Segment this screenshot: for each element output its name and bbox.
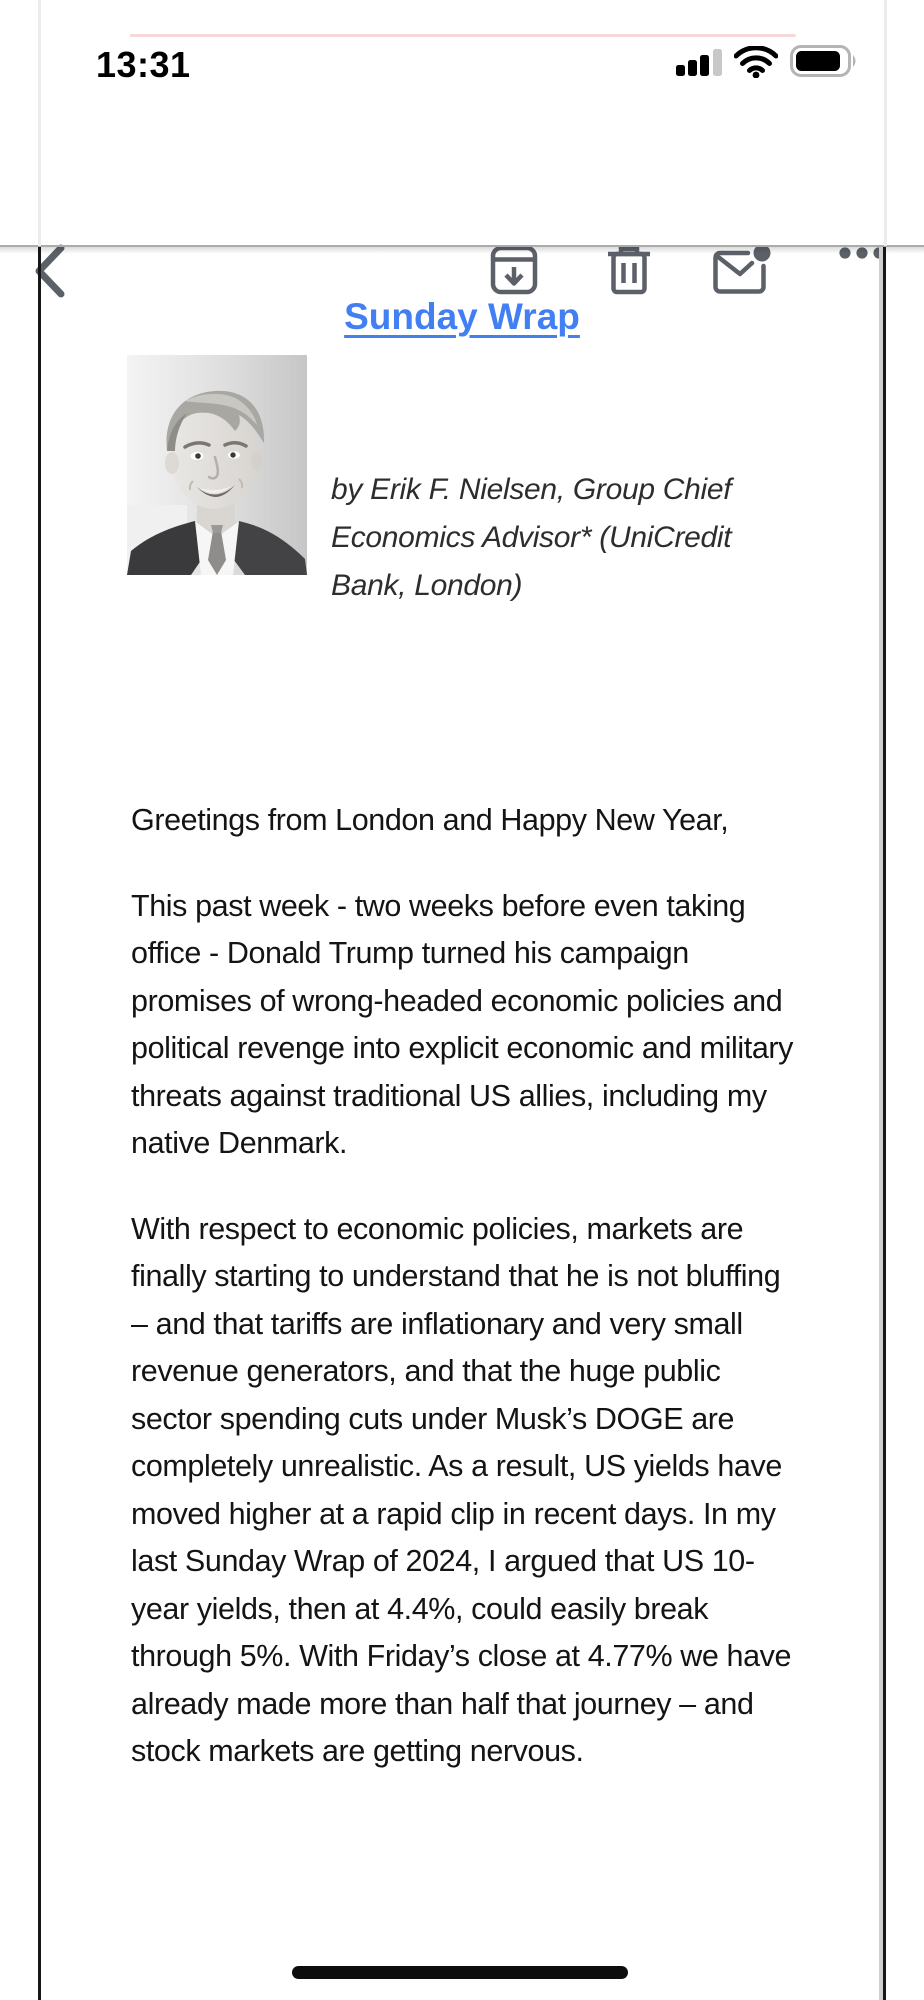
status-bar-clock: 13:31	[96, 44, 191, 85]
mail-toolbar	[0, 95, 924, 246]
email-body	[131, 797, 799, 1814]
wifi-icon	[734, 46, 778, 83]
email-title-link[interactable]: Sunday Wrap	[344, 296, 580, 337]
card-top-accent-line	[130, 34, 796, 37]
email-border-left-faint	[38, 0, 41, 246]
battery-icon	[790, 45, 860, 82]
paragraph-trump-threats: This past week - two weeks before even taking office - Donald Trump turned his campaign promises of wrong-headed economic policies and political revenge into explicit economic and military threats against traditional US allies, including my native Denmark.	[131, 888, 793, 1160]
email-border-left	[38, 247, 41, 2000]
home-indicator[interactable]	[292, 1966, 628, 1979]
email-border-right-faint	[884, 0, 887, 246]
author-photo	[127, 355, 307, 575]
toolbar-shadow	[0, 247, 924, 254]
author-byline: by Erik F. Nielsen, Group Chief Economics Advisor* (UniCredit Bank, London)	[331, 473, 732, 602]
email-border-right	[883, 247, 886, 2000]
status-bar-right-cluster	[676, 45, 862, 79]
paragraph-markets-yields: With respect to economic policies, markets are finally starting to understand that he is not bluffing – and that tariffs are inflationary and very small revenue generators, and that the huge public sector spending cuts under Musk’s DOGE are completely unrealistic. As a result, US yields have moved higher at a rapid clip in recent days. In my last Sunday Wrap of 2024, I argued that US 10-year yields, then at 4.4%, could easily break through 5%. With Friday’s close at 4.77% we have already made more than half that journey – and stock markets are getting nervous.	[131, 1211, 792, 1768]
paragraph-greeting: Greetings from London and Happy New Year,	[131, 803, 729, 837]
